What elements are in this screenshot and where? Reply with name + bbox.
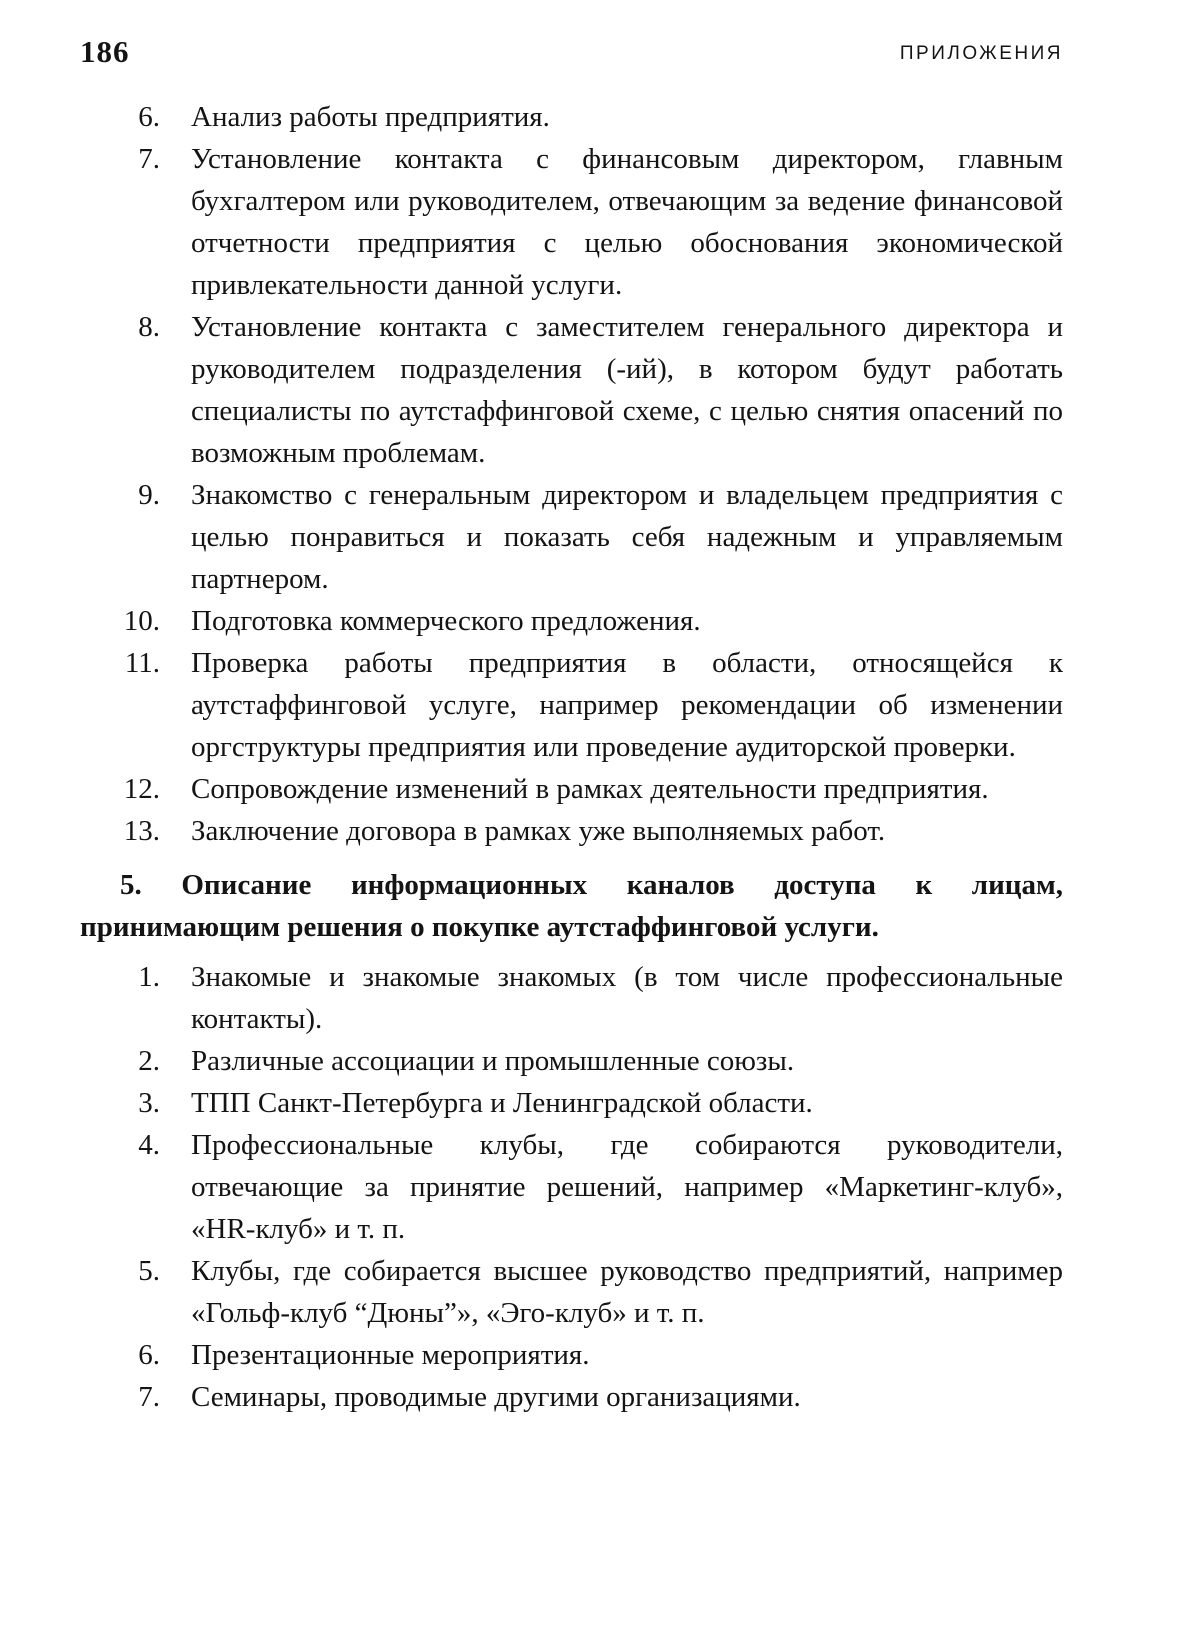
list-item: [80, 138, 1063, 306]
item-number: 7.: [138, 1381, 160, 1413]
list-item: [80, 768, 1063, 810]
item-text: Установление контакта с финансовым директором, главным бухгалтером или руководителем, отвечающим за ведение финансовой отчетности предприятия с целью обоснования экономической привлекательности данной услуги.: [191, 143, 1063, 301]
list-item: [80, 474, 1063, 600]
section-heading: 5. Описание информационных каналов доступа к лицам, принимающим решения о покупке аутстаффинговой услуги.: [80, 869, 1063, 943]
item-text: ТПП Санкт-Петербурга и Ленинградской области.: [191, 1087, 813, 1119]
item-number: 1.: [138, 961, 160, 993]
item-text: Различные ассоциации и промышленные союзы.: [191, 1045, 795, 1077]
item-text: Профессиональные клубы, где собираются руководители, отвечающие за принятие решений, например «Маркетинг-клуб», «HR-клуб» и т. п.: [191, 1129, 1063, 1245]
page-header: [80, 34, 1063, 74]
item-number: 9.: [138, 479, 160, 511]
item-number: 6.: [138, 1339, 160, 1371]
item-text: Презентационные мероприятия.: [191, 1339, 590, 1371]
list-item: [80, 642, 1063, 768]
item-number: 2.: [138, 1045, 160, 1077]
list-item: [80, 1124, 1063, 1250]
item-number: 13.: [123, 815, 160, 847]
list-item: [80, 1082, 1063, 1124]
list-item: [80, 1250, 1063, 1334]
channels-list: [80, 956, 1063, 1418]
page-content: [80, 96, 1063, 1418]
item-number: 5.: [138, 1255, 160, 1287]
list-item: [80, 1376, 1063, 1418]
item-text: Проверка работы предприятия в области, относящейся к аутстаффинговой услуге, например рекомендации об изменении оргструктуры предприятия или проведение аудиторской проверки.: [191, 647, 1063, 763]
item-number: 12.: [123, 773, 160, 805]
item-text: Знакомые и знакомые знакомых (в том числе профессиональные контакты).: [191, 961, 1063, 1035]
item-number: 10.: [123, 605, 160, 637]
list-item: [80, 956, 1063, 1040]
item-text: Заключение договора в рамках уже выполняемых работ.: [191, 815, 886, 847]
item-number: 11.: [124, 647, 160, 679]
item-number: 4.: [138, 1129, 160, 1161]
item-text: Клубы, где собирается высшее руководство предприятий, например «Гольф-клуб “Дюны”», «Эго-клуб» и т. п.: [191, 1255, 1063, 1329]
list-item: [80, 810, 1063, 852]
item-number: 3.: [138, 1087, 160, 1119]
item-text: Анализ работы предприятия.: [191, 101, 550, 133]
item-text: Семинары, проводимые другими организациями.: [191, 1381, 801, 1413]
list-item: [80, 1334, 1063, 1376]
item-number: 6.: [138, 101, 160, 133]
page-number: 186: [80, 34, 130, 69]
item-number: 7.: [138, 143, 160, 175]
running-head: ПРИЛОЖЕНИЯ: [899, 43, 1063, 64]
steps-list: [80, 96, 1063, 852]
item-text: Подготовка коммерческого предложения.: [191, 605, 701, 637]
list-item: [80, 306, 1063, 474]
list-item: [80, 96, 1063, 138]
item-text: Знакомство с генеральным директором и владельцем предприятия с целью понравиться и показать себя надежным и управляемым партнером.: [191, 479, 1063, 595]
item-text: Установление контакта с заместителем генерального директора и руководителем подразделения (-ий), в котором будут работать специалисты по аутстаффинговой схеме, с целью снятия опасений по возможным проблемам.: [191, 311, 1063, 469]
list-item: [80, 600, 1063, 642]
item-text: Сопровождение изменений в рамках деятельности предприятия.: [191, 773, 989, 805]
item-number: 8.: [138, 311, 160, 343]
list-item: [80, 1040, 1063, 1082]
